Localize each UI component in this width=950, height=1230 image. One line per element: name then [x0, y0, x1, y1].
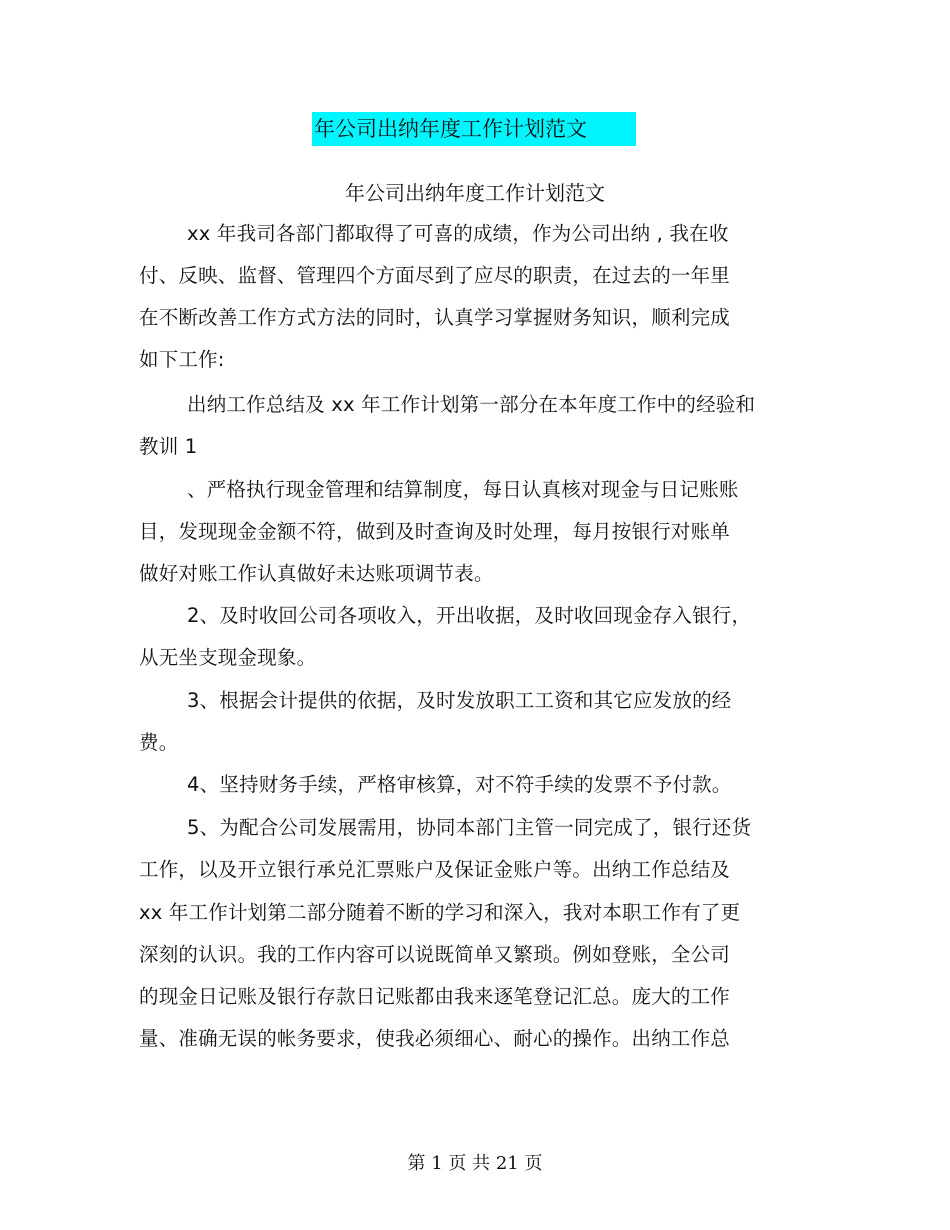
paragraph-line: 在不断改善工作方式方法的同时，认真学习掌握财务知识，顺利完成: [139, 306, 731, 329]
paragraph-line: 3、根据会计提供的依据，及时发放职工工资和其它应发放的经: [187, 689, 732, 712]
paragraph-line: 教训 1: [139, 435, 198, 458]
paragraph-line: 做好对账工作认真做好未达账项调节表。: [139, 562, 494, 585]
paragraph-line: 从无坐支现金现象。: [139, 646, 317, 669]
paragraph-line: 、严格执行现金管理和结算制度，每日认真核对现金与日记账账: [187, 478, 739, 501]
paragraph-line: 付、反映、监督、管理四个方面尽到了应尽的职责，在过去的一年里: [139, 264, 731, 287]
paragraph-line: 目，发现现金金额不符，做到及时查询及时处理，每月按银行对账单: [139, 520, 731, 543]
paragraph-line: xx 年我司各部门都取得了可喜的成绩，作为公司出纳 , 我在收: [187, 222, 729, 245]
paragraph-line: 5、为配合公司发展需用，协同本部门主管一同完成了，银行还货: [187, 816, 752, 839]
paragraph-line: 4、坚持财务手续，严格审核算，对不符手续的发票不予付款。: [187, 773, 732, 796]
paragraph-line: 如下工作:: [139, 348, 225, 371]
document-subtitle: 年公司出纳年度工作计划范文: [345, 181, 605, 205]
page-number: 第 1 页 共 21 页: [407, 1153, 543, 1174]
document-title: 年公司出纳年度工作计划范文: [314, 117, 587, 141]
paragraph-line: 2、及时收回公司各项收入，开出收据，及时收回现金存入银行，: [187, 604, 752, 627]
paragraph-line: 的现金日记账及银行存款日记账都由我来逐笔登记汇总。庞大的工作: [139, 985, 731, 1008]
paragraph-line: 深刻的认识。我的工作内容可以说既简单又繁琐。例如登账，全公司: [139, 943, 731, 966]
paragraph-line: 费。: [139, 731, 179, 754]
paragraph-line: 工作，以及开立银行承兑汇票账户及保证金账户等。出纳工作总结及: [139, 858, 731, 881]
paragraph-line: xx 年工作计划第二部分随着不断的学习和深入，我对本职工作有了更: [139, 901, 741, 924]
title-highlight: [312, 112, 636, 146]
paragraph-line: 出纳工作总结及 xx 年工作计划第一部分在本年度工作中的经验和: [187, 393, 756, 416]
paragraph-line: 量、准确无误的帐务要求，使我必须细心、耐心的操作。出纳工作总: [139, 1027, 731, 1050]
